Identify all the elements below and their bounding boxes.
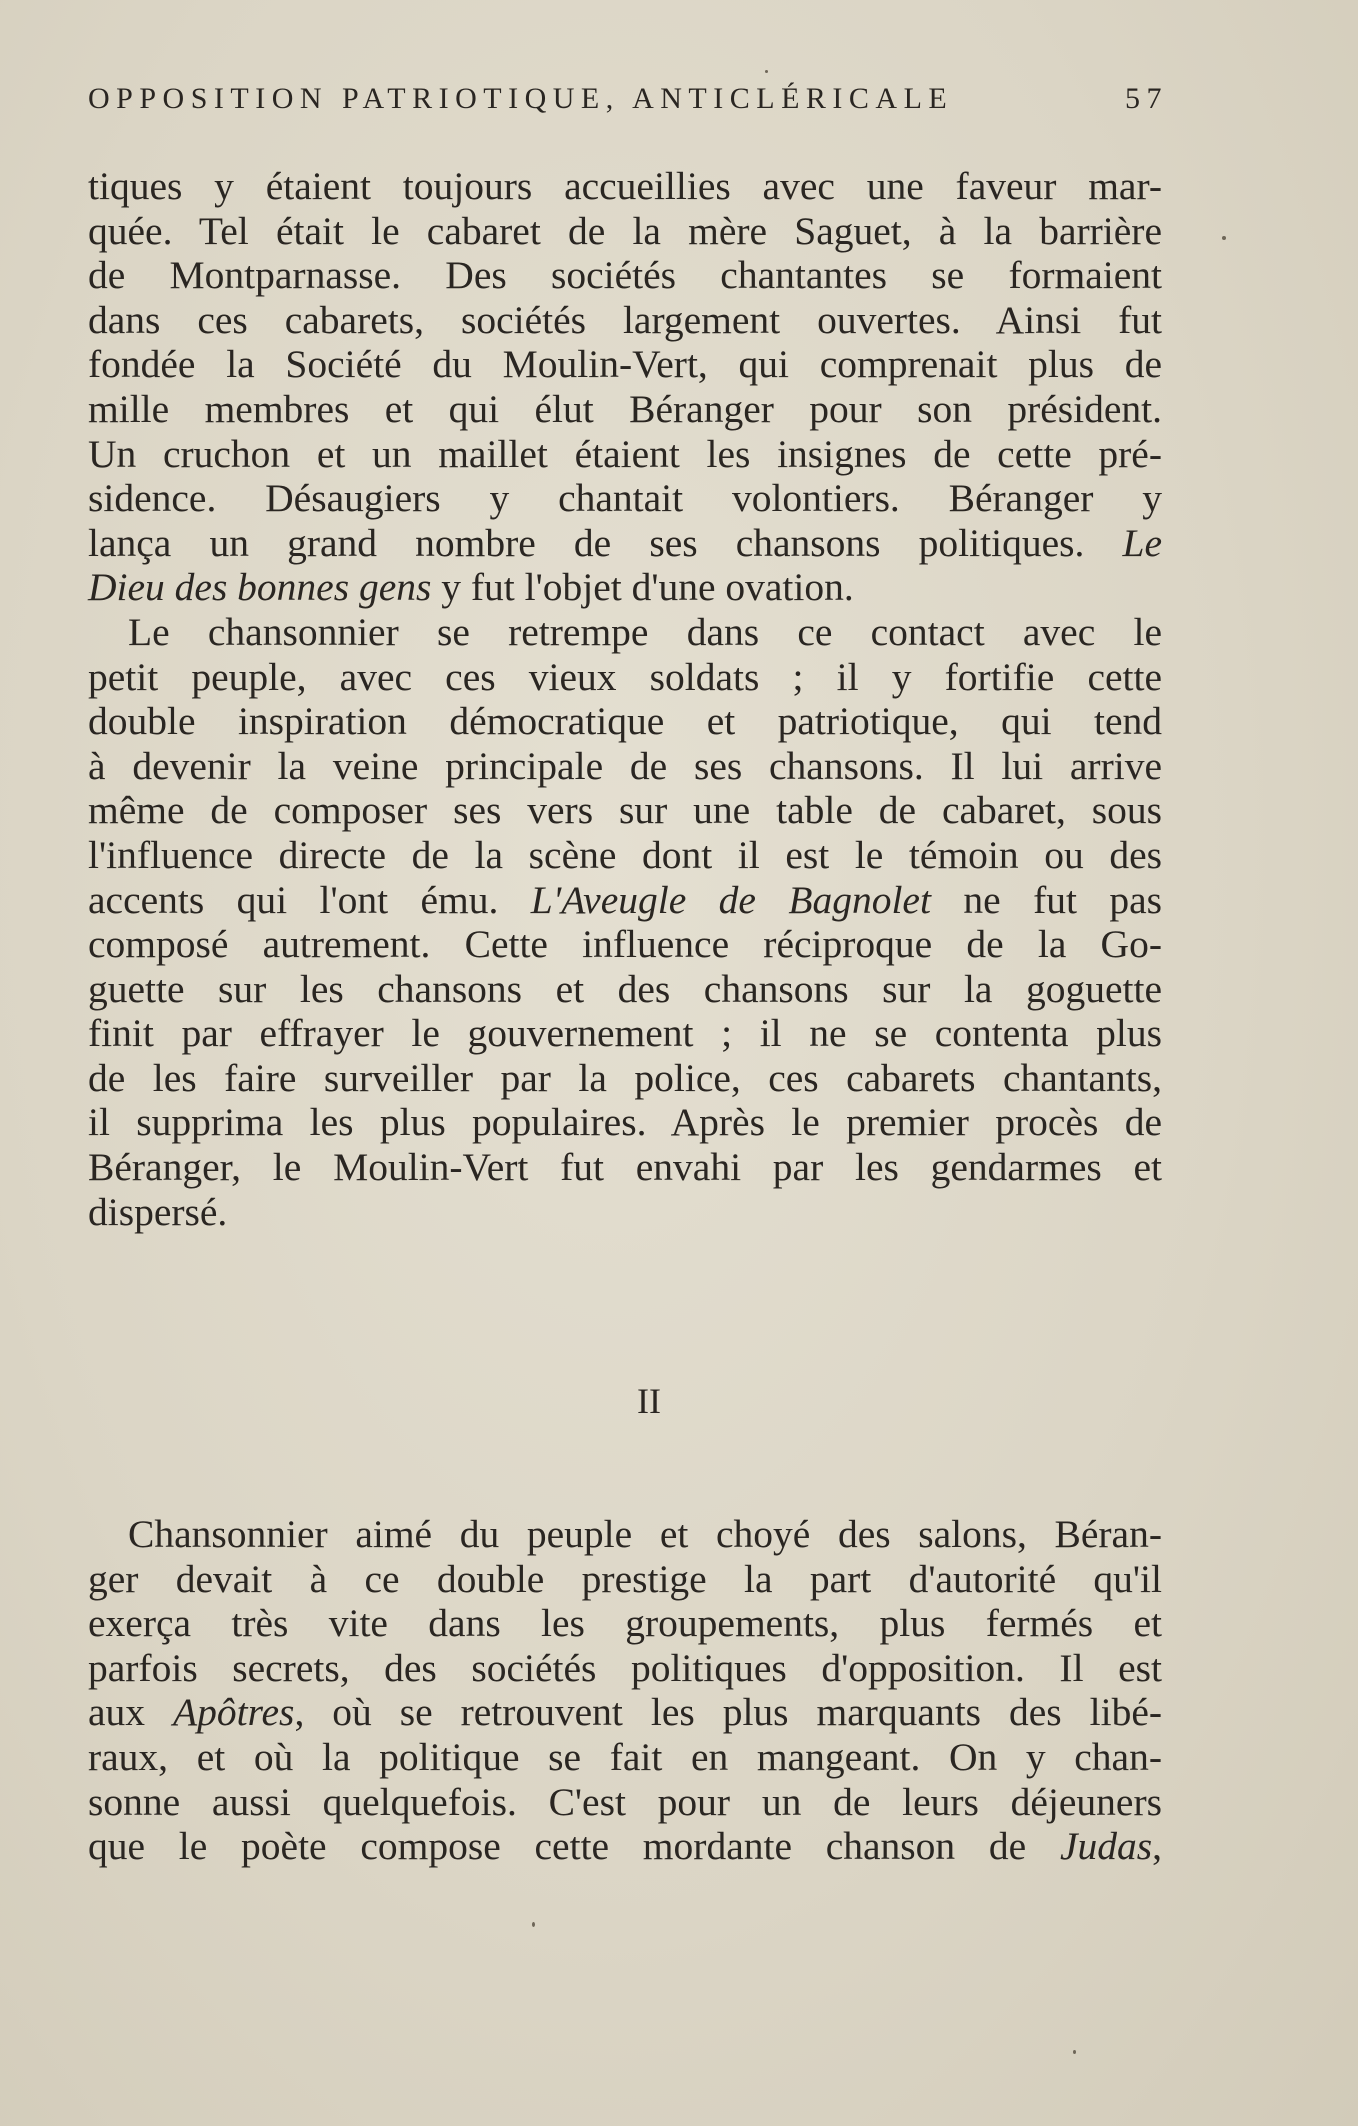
text-segment: accents qui l'ont ému. bbox=[88, 877, 499, 922]
text-line: dispersé. bbox=[88, 1189, 228, 1234]
text-line bbox=[88, 521, 1162, 566]
text-line: de les faire surveiller par la police, ces cabarets chantants, bbox=[88, 1055, 1162, 1100]
text-line bbox=[88, 1690, 1162, 1735]
text-line bbox=[88, 878, 1162, 923]
text-segment: y fut l'objet d'une ovation. bbox=[431, 565, 854, 610]
text-line: Béranger, le Moulin-Vert fut envahi par les gendarmes et bbox=[88, 1145, 1162, 1190]
text-segment: , bbox=[1152, 1824, 1163, 1869]
running-head-title: OPPOSITION PATRIOTIQUE, ANTICLÉRICALE bbox=[88, 82, 954, 115]
text-line: double inspiration démocratique et patriotique, qui tend bbox=[88, 699, 1162, 744]
paragraph-block-1 bbox=[88, 164, 1162, 1234]
text-line: Chansonnier aimé du peuple et choyé des salons, Béran- bbox=[128, 1512, 1162, 1556]
text-line: l'influence directe de la scène dont il est le témoin ou des bbox=[88, 832, 1162, 877]
text-line: finit par effrayer le gouvernement ; il ne se contenta plus bbox=[88, 1011, 1162, 1056]
running-head bbox=[88, 82, 1168, 116]
text-line: sidence. Désaugiers y chantait volontiers. Béranger y bbox=[88, 476, 1162, 521]
text-segment: lança un grand nombre de ses chansons politiques. bbox=[88, 520, 1085, 565]
section-heading: II bbox=[637, 1381, 661, 1421]
text-line: sonne aussi quelquefois. C'est pour un de leurs déjeuners bbox=[88, 1779, 1162, 1824]
text-line: Un cruchon et un maillet étaient les insignes de cette pré- bbox=[88, 431, 1162, 476]
paper-speck bbox=[532, 1922, 535, 1927]
society-name-apotres: Apôtres bbox=[173, 1690, 295, 1735]
text-line: Le chansonnier se retrempe dans ce contact avec le bbox=[128, 609, 1162, 654]
text-line: mille membres et qui élut Béranger pour son président. bbox=[88, 386, 1162, 431]
text-line: tiques y étaient toujours accueillies avec une faveur mar- bbox=[88, 164, 1162, 208]
paper-speck bbox=[765, 70, 768, 73]
text-line: exerça très vite dans les groupements, plus fermés et bbox=[88, 1601, 1162, 1646]
text-segment: que le poète compose cette mordante chanson de bbox=[88, 1824, 1027, 1869]
text-line: guette sur les chansons et des chansons sur la goguette bbox=[88, 966, 1162, 1011]
text-line bbox=[88, 1824, 1162, 1869]
text-segment: aux bbox=[88, 1690, 146, 1735]
text-segment: , où se retrouvent les plus marquants des libé- bbox=[294, 1690, 1163, 1735]
paper-speck bbox=[1222, 236, 1226, 240]
paper-speck bbox=[1073, 2050, 1076, 2054]
text-line bbox=[88, 565, 1162, 610]
text-line: parfois secrets, des sociétés politiques d'opposition. Il est bbox=[88, 1645, 1162, 1690]
song-title-judas: Judas bbox=[1059, 1824, 1153, 1869]
text-line: composé autrement. Cette influence réciproque de la Go- bbox=[88, 922, 1162, 967]
text-line: fondée la Société du Moulin-Vert, qui comprenait plus de bbox=[88, 342, 1162, 387]
text-segment: ne fut pas bbox=[963, 877, 1163, 922]
text-line: raux, et où la politique se fait en mangeant. On y chan- bbox=[88, 1734, 1162, 1779]
page-number: 57 bbox=[1125, 82, 1168, 115]
song-title-aveugle-de-bagnolet: L'Aveugle de Bagnolet bbox=[530, 877, 931, 922]
paragraph-block-2 bbox=[88, 1512, 1162, 1869]
text-line: à devenir la veine principale de ses chansons. Il lui arrive bbox=[88, 743, 1162, 788]
text-line: il supprima les plus populaires. Après le premier procès de bbox=[88, 1100, 1162, 1145]
text-line: quée. Tel était le cabaret de la mère Saguet, à la barrière bbox=[88, 208, 1162, 253]
text-line: ger devait à ce double prestige la part d'autorité qu'il bbox=[88, 1556, 1162, 1601]
text-line: de Montparnasse. Des sociétés chantantes se formaient bbox=[88, 253, 1162, 298]
text-line: dans ces cabarets, sociétés largement ouvertes. Ainsi fut bbox=[88, 297, 1162, 342]
italic-title-le: Le bbox=[1122, 520, 1163, 565]
text-line: même de composer ses vers sur une table de cabaret, sous bbox=[88, 788, 1162, 833]
song-title-dieu-des-bonnes-gens: Dieu des bonnes gens bbox=[88, 565, 432, 610]
text-line: petit peuple, avec ces vieux soldats ; il y fortifie cette bbox=[88, 654, 1162, 699]
